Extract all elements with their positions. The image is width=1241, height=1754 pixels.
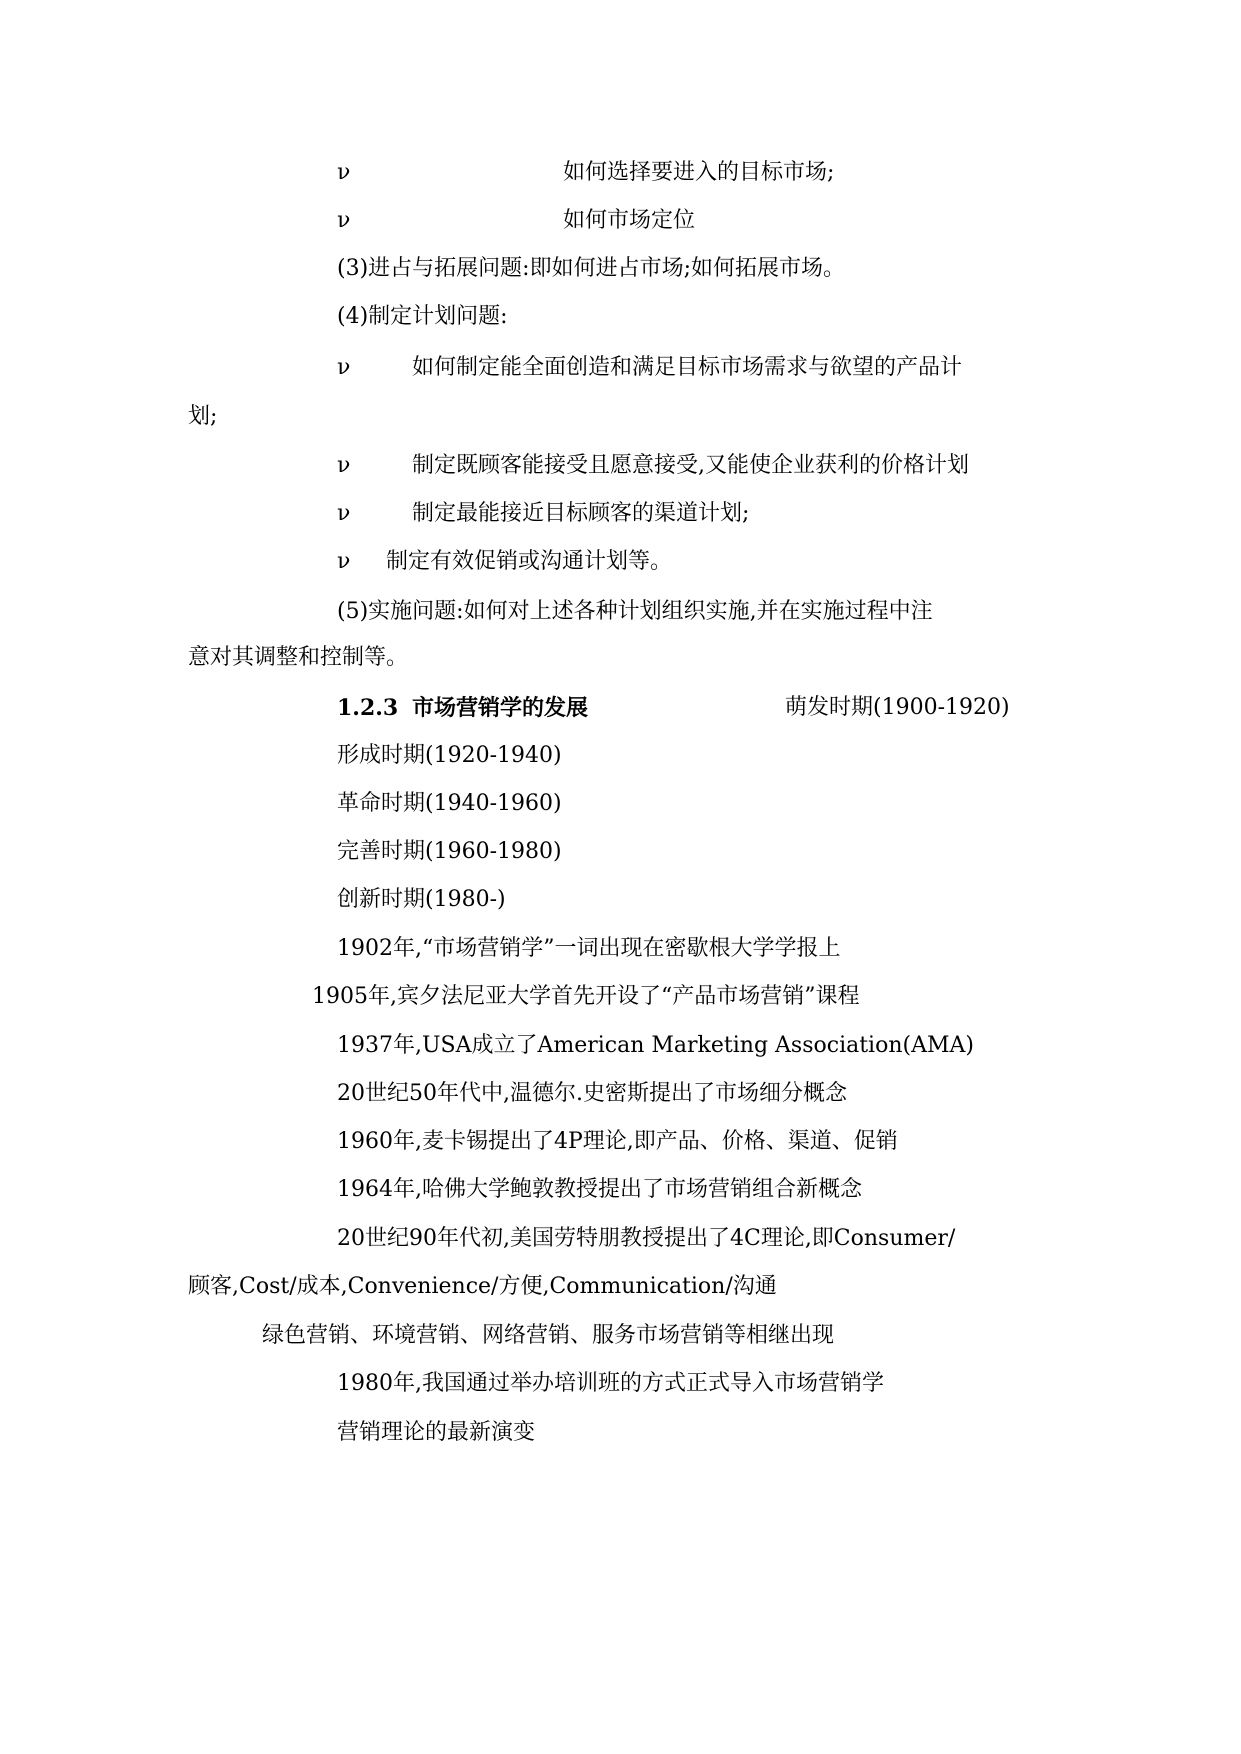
- event-line: 1960年,麦卡锡提出了4P理论,即产品、价格、渠道、促销: [337, 1129, 898, 1154]
- bullet-symbol: ν: [337, 549, 351, 574]
- paragraph: (5)实施问题:如何对上述各种计划组织实施,并在实施过程中注: [337, 599, 933, 624]
- list-item-continuation: 划;: [188, 404, 218, 429]
- bullet-symbol: ν: [337, 160, 351, 185]
- stage-item: 革命时期(1940-1960): [337, 791, 562, 816]
- section-title: 市场营销学的发展: [412, 695, 589, 721]
- bullet-symbol: ν: [337, 453, 351, 478]
- stage-item: 创新时期(1980-): [337, 887, 506, 912]
- bullet-symbol: ν: [337, 355, 351, 380]
- event-line: 1937年,USA成立了American Marketing Association(AMA): [337, 1033, 974, 1058]
- event-line: 1980年,我国通过举办培训班的方式正式导入市场营销学: [337, 1371, 884, 1396]
- stage-item: 完善时期(1960-1980): [337, 839, 562, 864]
- list-item: 制定既顾客能接受且愿意接受,又能使企业获利的价格计划: [412, 453, 969, 478]
- paragraph-continuation: 意对其调整和控制等。: [188, 645, 409, 670]
- list-item: 制定最能接近目标顾客的渠道计划;: [412, 501, 750, 526]
- event-line: 1964年,哈佛大学鲍敦教授提出了市场营销组合新概念: [337, 1177, 862, 1202]
- event-line-continuation: 顾客,Cost/成本,Convenience/方便,Communication/沟通: [188, 1274, 777, 1299]
- list-item: 如何选择要进入的目标市场;: [563, 160, 835, 185]
- event-line: 20世纪90年代初,美国劳特朋教授提出了4C理论,即Consumer/: [337, 1226, 956, 1251]
- paragraph: (4)制定计划问题:: [337, 304, 508, 329]
- event-line: 1905年,宾夕法尼亚大学首先开设了“产品市场营销”课程: [312, 984, 860, 1009]
- paragraph: (3)进占与拓展问题:即如何进占市场;如何拓展市场。: [337, 256, 845, 281]
- list-item: 制定有效促销或沟通计划等。: [386, 549, 673, 574]
- stage-item: 形成时期(1920-1940): [337, 743, 562, 768]
- list-item: 如何市场定位: [563, 208, 696, 233]
- section-number: 1.2.3: [337, 695, 399, 721]
- event-line: 营销理论的最新演变: [337, 1420, 536, 1445]
- event-line: 绿色营销、环境营销、网络营销、服务市场营销等相继出现: [262, 1323, 835, 1348]
- event-line: 1902年,“市场营销学”一词出现在密歇根大学学报上: [337, 936, 841, 961]
- bullet-symbol: ν: [337, 501, 351, 526]
- bullet-symbol: ν: [337, 208, 351, 233]
- stage-item: 萌发时期(1900-1920): [785, 695, 1010, 720]
- list-item: 如何制定能全面创造和满足目标市场需求与欲望的产品计: [412, 355, 963, 380]
- event-line: 20世纪50年代中,温德尔.史密斯提出了市场细分概念: [337, 1081, 847, 1106]
